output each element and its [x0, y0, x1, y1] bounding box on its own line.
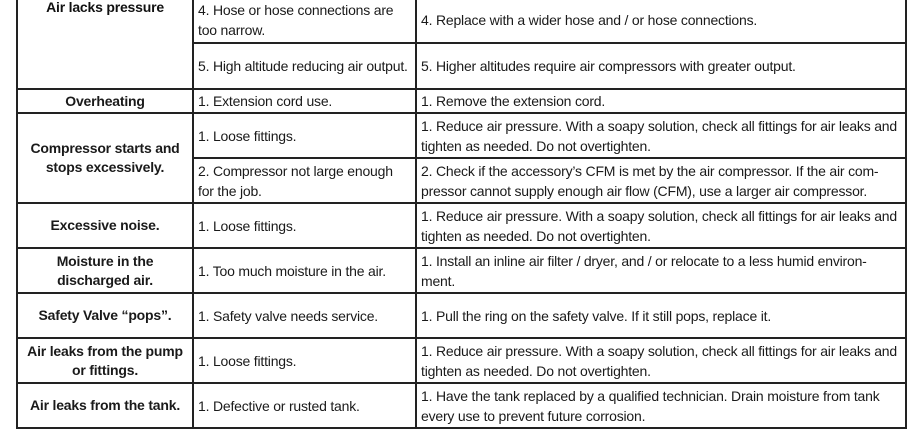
- symptom-cell: [17, 0, 193, 89]
- cause-cell: 1. Defective or rusted tank.: [193, 383, 416, 428]
- cause-cell: 1. Loose fittings.: [193, 113, 416, 158]
- table-row: [17, 113, 906, 158]
- table-row: [17, 89, 906, 113]
- cause-cell: 2. Compressor not large enough for the job.: [193, 158, 416, 203]
- solution-cell: 1. Pull the ring on the safety valve. If it still pops, replace it.: [416, 293, 906, 338]
- cause-cell: 1. Extension cord use.: [193, 89, 416, 113]
- table-row: [17, 248, 906, 293]
- table-row: [17, 338, 906, 383]
- symptom-cell: Safety Valve “pops”.: [17, 293, 193, 338]
- symptom-clipped-label: Air lacks pressure: [46, 0, 164, 15]
- cause-cell: 1. Safety valve needs service.: [193, 293, 416, 338]
- table-row: [17, 0, 906, 43]
- symptom-cell: Moisture in the discharged air.: [17, 248, 193, 293]
- cause-cell: 5. High altitude reducing air output.: [193, 43, 416, 89]
- solution-cell: 5. Higher altitudes require air compressors with greater output.: [416, 43, 906, 89]
- solution-cell: 1. Reduce air pressure. With a soapy solution, check all fittings for air leaks and tighten as needed. Do not overtighten.: [416, 338, 906, 383]
- solution-cell: 1. Reduce air pressure. With a soapy solution, check all fittings for air leaks and tighten as needed. Do not overtighten.: [416, 203, 906, 248]
- symptom-cell: Air leaks from the pump or fittings.: [17, 338, 193, 383]
- solution-cell: 1. Install an inline air filter / dryer, and / or relocate to a less humid environ-ment.: [416, 248, 906, 293]
- table-row: [17, 383, 906, 428]
- cause-cell: 1. Loose fittings.: [193, 203, 416, 248]
- solution-cell: 1. Remove the extension cord.: [416, 89, 906, 113]
- symptom-cell: Overheating: [17, 89, 193, 113]
- table-row: [17, 203, 906, 248]
- solution-cell: 4. Replace with a wider hose and / or hose connections.: [416, 0, 906, 43]
- troubleshooting-table: [16, 0, 907, 429]
- table-row: [17, 293, 906, 338]
- cause-cell: 4. Hose or hose connections are too narrow.: [193, 0, 416, 43]
- symptom-cell: Air leaks from the tank.: [17, 383, 193, 428]
- cause-cell: 1. Loose fittings.: [193, 338, 416, 383]
- solution-cell: 1. Reduce air pressure. With a soapy solution, check all fittings for air leaks and tighten as needed. Do not overtighten.: [416, 113, 906, 158]
- symptom-cell: Excessive noise.: [17, 203, 193, 248]
- symptom-cell: Compressor starts and stops excessively.: [17, 113, 193, 203]
- solution-cell: 1. Have the tank replaced by a qualified technician. Drain moisture from tank every use to prevent future corrosion.: [416, 383, 906, 428]
- solution-cell: 2. Check if the accessory’s CFM is met by the air compressor. If the air com-pressor cannot supply enough air flow (CFM), use a larger air compressor.: [416, 158, 906, 203]
- cause-cell: 1. Too much moisture in the air.: [193, 248, 416, 293]
